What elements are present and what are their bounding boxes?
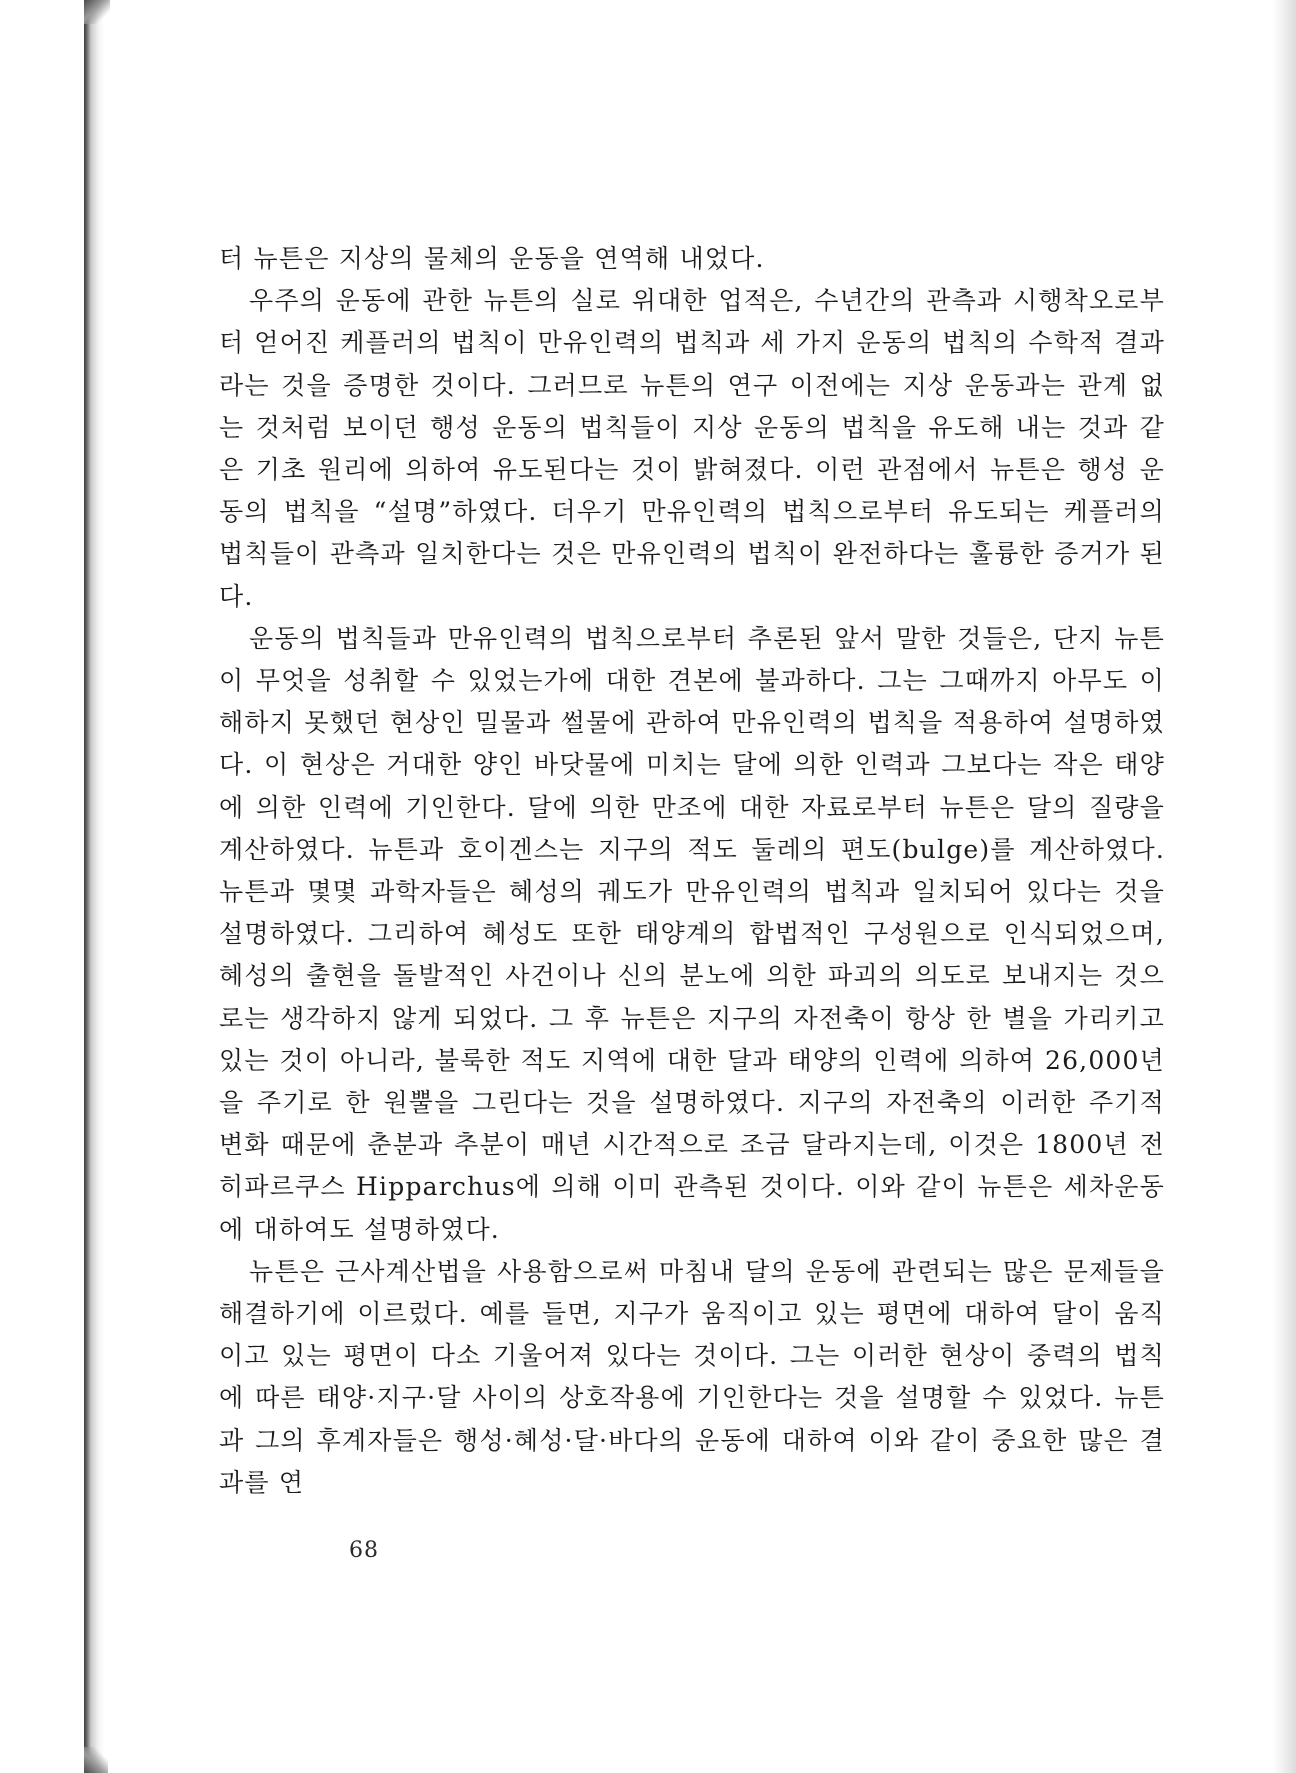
paragraph-tides-comets-precession: 운동의 법칙들과 만유인력의 법칙으로부터 추론된 앞서 말한 것들은, 단지 뉴튼이 무엇을 성취할 수 있었는가에 대한 견본에 불과하다. 그는 그때까지 아무도 이해하지 못했던 현상인 밀물과 썰물에 관하여 만유인력의 법칙을 적용하여 설명하였다. 이 현상은 거대한 양인 바닷물에 미치는 달에 의한 인력과 그보다는 작은 태양에 의한 인력에 기인한다. 달에 의한 만조에 대한 자료로부터 뉴튼은 달의 질량을 계산하였다. 뉴튼과 호이겐스는 지구의 적도 둘레의 편도(bulge)를 계산하였다. 뉴튼과 몇몇 과학자들은 혜성의 궤도가 만유인력의 법칙과 일치되어 있다는 것을 설명하였다. 그리하여 혜성도 또한 태양계의 합법적인 구성원으로 인식되었으며, 혜성의 출현을 돌발적인 사건이나 신의 분노에 의한 파괴의 의도로 보내지는 것으로는 생각하지 않게 되었다. 그 후 뉴튼은 지구의 자전축이 항상 한 별을 가리키고 있는 것이 아니라, 불룩한 적도 지역에 대한 달과 태양의 인력에 의하여 26,000년을 주기로 한 원뿔을 그린다는 것을 설명하였다. 지구의 자전축의 이러한 주기적 변화 때문에 춘분과 추분이 매년 시간적으로 조금 달라지는데, 이것은 1800년 전 히파르쿠스 Hipparchus에 의해 이미 관측된 것이다. 이와 같이 뉴튼은 세차운동에 대하여도 설명하였다. <box>219 623 1165 1244</box>
paragraph-lunar-motion: 뉴튼은 근사계산법을 사용함으로써 마침내 달의 운동에 관련되는 많은 문제들을 해결하기에 이르렀다. 예를 들면, 지구가 움직이고 있는 평면에 대하여 달이 움직이고 있는 평면이 다소 기울어져 있다는 것이다. 그는 이러한 현상이 중력의 법칙에 따른 태양·지구·달 사이의 상호작용에 기인한다는 것을 설명할 수 있었다. 뉴튼과 그의 후계자들은 행성·혜성·달·바다의 운동에 대하여 이와 같이 중요한 많은 결과를 연 <box>219 1256 1165 1497</box>
page-corner-bottom <box>84 1747 108 1773</box>
page-right-edge <box>1272 0 1296 1773</box>
paragraph-continuation: 터 뉴튼은 지상의 물체의 운동을 연역해 내었다. <box>219 244 765 273</box>
page-left-edge <box>84 0 104 1773</box>
page-number: 68 <box>349 1538 379 1563</box>
body-text <box>219 238 1165 1504</box>
page-corner-top <box>84 0 110 24</box>
paragraph-kepler-laws: 우주의 운동에 관한 뉴튼의 실로 위대한 업적은, 수년간의 관측과 시행착오로부터 얻어진 케플러의 법칙이 만유인력의 법칙과 세 가지 운동의 법칙의 수학적 결과라는 것을 증명한 것이다. 그러므로 뉴튼의 연구 이전에는 지상 운동과는 관계 없는 것처럼 보이던 행성 운동의 법칙들이 지상 운동의 법칙을 유도해 내는 것과 같은 기초 원리에 의하여 유도된다는 것이 밝혀졌다. 이런 관점에서 뉴튼은 행성 운동의 법칙을 “설명”하였다. 더우기 만유인력의 법칙으로부터 유도되는 케플러의 법칙들이 관측과 일치한다는 것은 만유인력의 법칙이 완전하다는 훌륭한 증거가 된다. <box>219 286 1165 611</box>
